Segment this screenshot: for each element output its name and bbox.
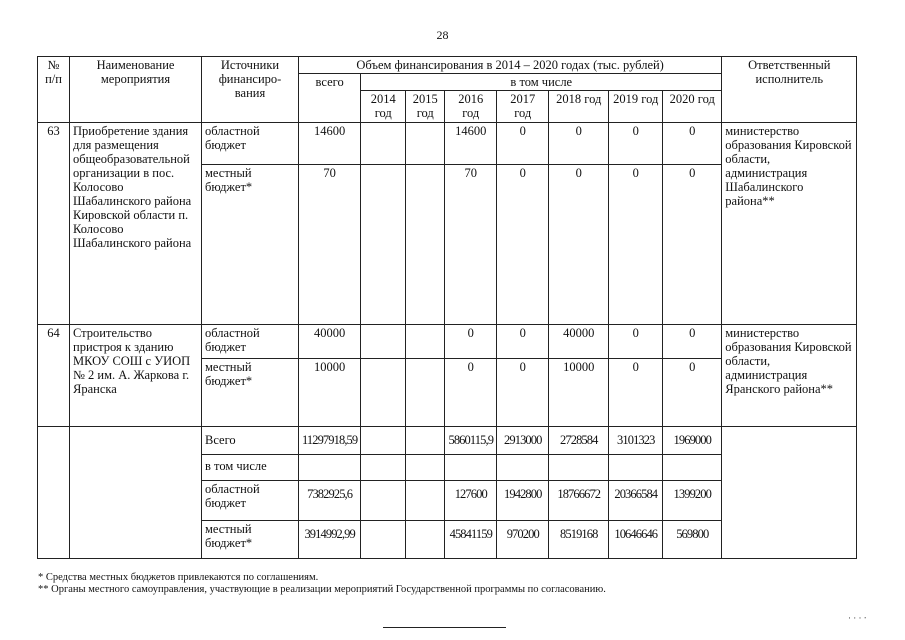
cell-2017: 1942800: [497, 481, 549, 521]
cell-2018: 18766672: [549, 481, 609, 521]
footnotes: [38, 572, 606, 596]
header-source: Источники финансиро-вания: [202, 57, 299, 123]
header-responsible: Ответственный исполнитель: [722, 57, 857, 123]
cell-2017: 970200: [497, 521, 549, 559]
responsible: [722, 427, 857, 559]
cell-2014: [361, 359, 406, 427]
cell-2014: [361, 165, 406, 325]
cell-2020: 0: [663, 123, 722, 165]
cell-2019: 0: [609, 325, 663, 359]
cell-2016: 0: [445, 325, 497, 359]
cell-total: 3914992,99: [299, 521, 361, 559]
cell-2016: 5860115,9: [445, 427, 497, 455]
cell-2019: 3101323: [609, 427, 663, 455]
cell-2018: 2728584: [549, 427, 609, 455]
header-year-2018: 2018 год: [549, 91, 609, 123]
page-number: 28: [436, 28, 449, 42]
header-volume: Объем финансирования в 2014 – 2020 годах (тыс. рублей): [299, 57, 722, 74]
header-year-2020: 2020 год: [663, 91, 722, 123]
cell-2015: [406, 427, 445, 455]
cell-2014: [361, 521, 406, 559]
cell-2014: [361, 123, 406, 165]
cell-2016: 127600: [445, 481, 497, 521]
header-num: № п/п: [38, 57, 70, 123]
cell-2018: 0: [549, 165, 609, 325]
cell-2015: [406, 359, 445, 427]
header-year-2014: 2014 год: [361, 91, 406, 123]
header-name: Наименование мероприятия: [70, 57, 202, 123]
cell-2019: 10646646: [609, 521, 663, 559]
cell-2019: 20366584: [609, 481, 663, 521]
cell-2020: [663, 455, 722, 481]
source-label: областной бюджет: [202, 123, 299, 165]
summary-label: в том числе: [202, 455, 299, 481]
cell-2015: [406, 481, 445, 521]
header-year-2019: 2019 год: [609, 91, 663, 123]
header-year-2016: 2016 год: [445, 91, 497, 123]
cell-total: 7382925,6: [299, 481, 361, 521]
cell-2015: [406, 165, 445, 325]
header-year-2017: 2017 год: [497, 91, 549, 123]
bottom-divider: [383, 627, 506, 628]
cell-2014: [361, 481, 406, 521]
cell-2018: 0: [549, 123, 609, 165]
cell-2016: [445, 455, 497, 481]
footnote-local-budgets: * Средства местных бюджетов привлекаются по соглашениям.: [38, 572, 319, 583]
responsible: министерство образования Кировской области, администрация Яранского района**: [722, 325, 857, 427]
cell-total: 40000: [299, 325, 361, 359]
cell-total: 10000: [299, 359, 361, 427]
cell-2020: 1969000: [663, 427, 722, 455]
cell-2017: 2913000: [497, 427, 549, 455]
table-row: [38, 427, 857, 455]
header-total: всего: [299, 74, 361, 123]
cell-2020: 0: [663, 165, 722, 325]
responsible: министерство образования Кировской области, администрация Шабалинского района**: [722, 123, 857, 325]
financing-table: [37, 56, 857, 559]
cell-2016: 70: [445, 165, 497, 325]
cell-2020: 569800: [663, 521, 722, 559]
cell-2015: [406, 521, 445, 559]
cell-total: 70: [299, 165, 361, 325]
cell-2017: [497, 455, 549, 481]
cell-2014: [361, 455, 406, 481]
cell-2016: 14600: [445, 123, 497, 165]
cell-2020: 0: [663, 359, 722, 427]
summary-label: областной бюджет: [202, 481, 299, 521]
cell-2017: 0: [497, 325, 549, 359]
cell-2018: 8519168: [549, 521, 609, 559]
cell-2019: [609, 455, 663, 481]
header-year-2015: 2015 год: [406, 91, 445, 123]
cell-2019: 0: [609, 123, 663, 165]
row-num: [38, 427, 70, 559]
cell-2015: [406, 123, 445, 165]
scan-artifact: · · · ‧: [848, 613, 867, 623]
cell-2018: 40000: [549, 325, 609, 359]
source-label: областной бюджет: [202, 325, 299, 359]
cell-2015: [406, 455, 445, 481]
summary-label: Всего: [202, 427, 299, 455]
cell-2019: 0: [609, 359, 663, 427]
cell-2019: 0: [609, 165, 663, 325]
table-row: [38, 325, 857, 359]
summary-label: местный бюджет*: [202, 521, 299, 559]
cell-2015: [406, 325, 445, 359]
header-including: в том числе: [361, 74, 722, 91]
row-name: [70, 427, 202, 559]
row-num: 63: [38, 123, 70, 325]
table-row: [38, 123, 857, 165]
cell-2017: 0: [497, 165, 549, 325]
cell-2018: [549, 455, 609, 481]
cell-2016: 45841159: [445, 521, 497, 559]
cell-2018: 10000: [549, 359, 609, 427]
footnote-local-authorities: ** Органы местного самоуправления, участвующие в реализации мероприятий Государственной программы по согласованию.: [38, 584, 606, 595]
cell-2014: [361, 427, 406, 455]
cell-2020: 1399200: [663, 481, 722, 521]
row-name: Приобретение здания для размещения общеобразовательной организации в пос. Колосово Шабалинского района Кировской области п. Колосово Шабалинского района: [70, 123, 202, 325]
cell-2020: 0: [663, 325, 722, 359]
cell-total: 11297918,59: [299, 427, 361, 455]
cell-2017: 0: [497, 123, 549, 165]
row-name: Строительство пристроя к зданию МКОУ СОШ с УИОП № 2 им. А. Жаркова г. Яранска: [70, 325, 202, 427]
source-label: местный бюджет*: [202, 165, 299, 325]
row-num: 64: [38, 325, 70, 427]
source-label: местный бюджет*: [202, 359, 299, 427]
cell-2016: 0: [445, 359, 497, 427]
cell-2017: 0: [497, 359, 549, 427]
cell-total: [299, 455, 361, 481]
cell-2014: [361, 325, 406, 359]
cell-total: 14600: [299, 123, 361, 165]
